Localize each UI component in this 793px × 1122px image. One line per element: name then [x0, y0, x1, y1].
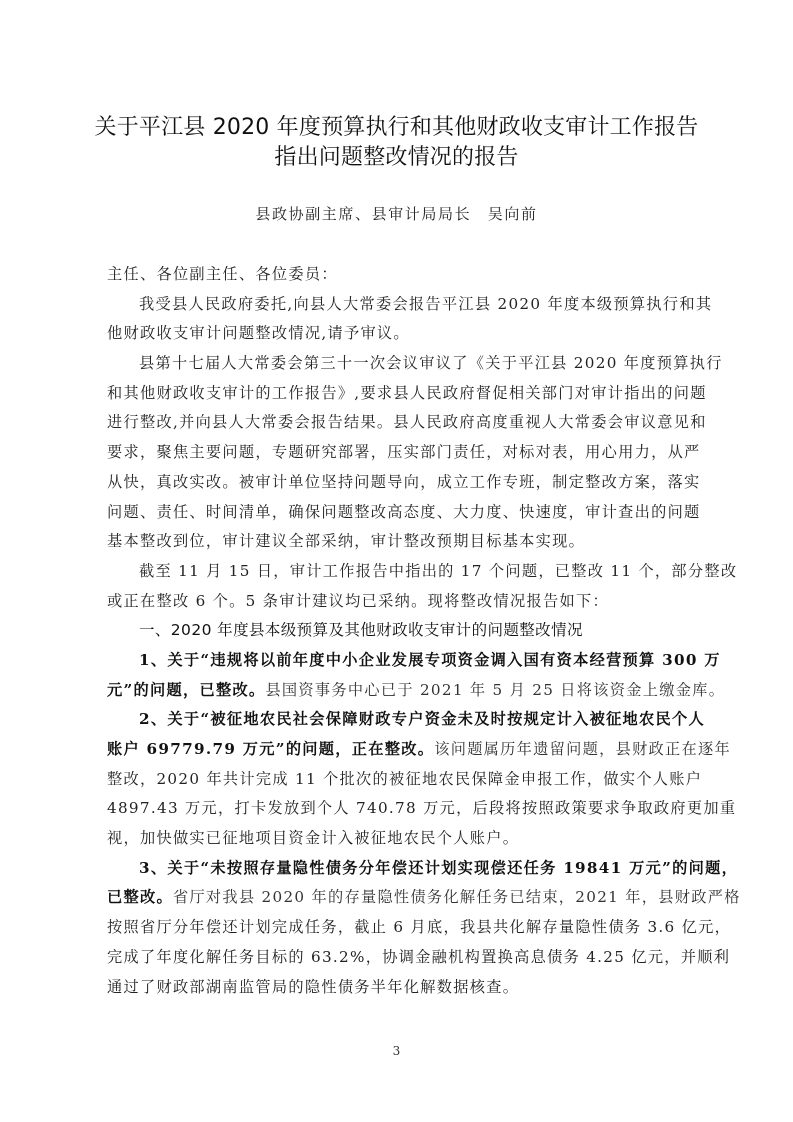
- section-heading: 一、2020 年度县本级预算及其他财政收支审计的问题整改情况: [139, 621, 583, 640]
- salutation: 主任、各位副主任、各位委员：: [107, 265, 338, 283]
- item-1-detail: 县国资事务中心已于 2021 年 5 月 25 日将该资金上缴金库。: [265, 680, 726, 699]
- paragraph-line: 我受县人民政府委托,向县人大常委会报告平江县 2020 年度本级预算执行和其: [139, 294, 713, 313]
- paragraph-line: 整改，2020 年共计完成 11 个批次的被征地农民保障金申报工作，做实个人账户: [107, 769, 703, 788]
- item-3-heading: 3、关于“未按照存量隐性债务分年偿还计划实现偿还任务 19841 万元”的问题，: [139, 858, 739, 877]
- paragraph-line: 从快，真改实改。被审计单位坚持问题导向，成立工作专班，制定整改方案，落实: [107, 472, 701, 491]
- item-2-detail: 该问题属历年遗留问题，县财政正在逐年: [434, 740, 731, 758]
- item-3-detail: 省厅对我县 2020 年的存量隐性债务化解任务已结束，2021 年，县财政严格: [172, 888, 741, 907]
- document-body: [107, 260, 741, 1002]
- paragraph-line: 县第十七届人大常委会第三十一次会议审议了《关于平江县 2020 年度预算执行: [139, 354, 723, 373]
- document-title-line-2: 指出问题整改情况的报告: [274, 145, 519, 170]
- author-byline: 县政协副主席、县审计局局长 吴向前: [255, 205, 538, 223]
- paragraph-line: 完成了年度化解任务目标的 63.2%，协调金融机构置换高息债务 4.25 亿元，并顺利: [107, 947, 731, 966]
- paragraph-line: 和其他财政收支审计的工作报告》,要求县人民政府督促相关部门对审计指出的问题: [107, 383, 707, 402]
- paragraph-line: 4897.43 万元，打卡发放到个人 740.78 万元，后段将按照政策要求争取政府更加重: [107, 799, 737, 818]
- item-2-line-2: [107, 735, 731, 765]
- paragraph-line: 按照省厅分年偿还计划完成任务，截止 6 月底，我县共化解存量隐性债务 3.6 亿元，: [107, 918, 732, 937]
- paragraph-line: 或正在整改 6 个。5 条审计建议均已采纳。现将整改情况报告如下：: [107, 591, 609, 610]
- item-1-line-2: [107, 676, 726, 706]
- paragraph-line: 他财政收支审计问题整改情况,请予审议。: [107, 324, 410, 343]
- item-2-status: 账户 69779.79 万元”的问题，正在整改。: [107, 740, 435, 758]
- paragraph-line: 要求，聚焦主要问题，专题研究部署，压实部门责任，对标对表，用心用力，从严: [107, 443, 701, 462]
- paragraph-line: 截至 11 月 15 日，审计工作报告中指出的 17 个问题，已整改 11 个，部分整改: [139, 561, 738, 580]
- paragraph-line: 进行整改,并向县人大常委会报告结果。县人民政府高度重视人大常委会审议意见和: [107, 413, 707, 432]
- item-2-heading: 2、关于“被征地农民社会保障财政专户资金未及时按规定计入被征地农民个人: [139, 710, 705, 729]
- item-3-status: 已整改。: [107, 888, 173, 907]
- document-title-line-1: 关于平江县 2020 年度预算执行和其他财政收支审计工作报告: [94, 115, 699, 140]
- item-1-status: 元”的问题，已整改。: [107, 680, 266, 699]
- paragraph-line: 通过了财政部湖南监管局的隐性债务半年化解数据核查。: [107, 977, 520, 996]
- item-3-line-2: [107, 883, 741, 913]
- paragraph-line: 问题、责任、时间清单，确保问题整改高态度、大力度、快速度，审计查出的问题: [107, 502, 701, 521]
- paragraph-line: 视，加快做实已征地项目资金计入被征地农民个人账户。: [107, 829, 520, 848]
- item-1-heading: 1、关于“违规将以前年度中小企业发展专项资金调入国有资本经营预算 300 万: [139, 650, 721, 669]
- page-number: 3: [392, 1044, 401, 1058]
- paragraph-line: 基本整改到位，审计建议全部采纳，审计整改预期目标基本实现。: [107, 532, 586, 551]
